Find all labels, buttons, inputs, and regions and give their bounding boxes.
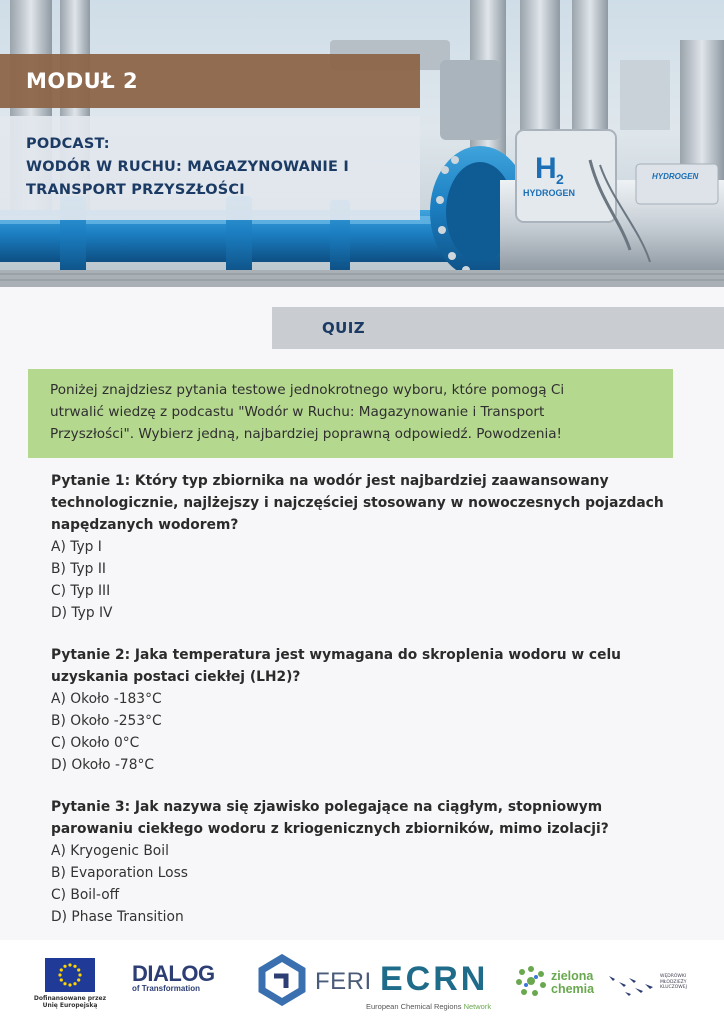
podcast-title-line-1: WODÓR W RUCHU: MAGAZYNOWANIE I: [26, 159, 349, 175]
ecrn-logo-text: ECRN: [380, 960, 489, 998]
feri-logo-text: FERI: [315, 968, 372, 995]
eu-caption: [30, 995, 110, 1009]
answer-option[interactable]: D) Typ IV: [51, 605, 113, 621]
answer-option[interactable]: B) Około -253°C: [51, 713, 162, 729]
answer-list: [51, 688, 691, 776]
quiz-label: QUIZ: [322, 319, 365, 337]
podcast-label: PODCAST:: [26, 136, 110, 152]
answer-option[interactable]: C) Typ III: [51, 583, 111, 599]
dialog-logo-text: DIALOG: [132, 961, 215, 986]
ecrn-subtitle-main: European Chemical Regions: [366, 1002, 462, 1011]
module-banner: [0, 54, 420, 108]
ecrn-subtitle-network: Network: [463, 1002, 492, 1011]
birds-logo-icon: [605, 966, 659, 1002]
svg-text:HYDROGEN: HYDROGEN: [652, 172, 699, 181]
answer-option[interactable]: A) Około -183°C: [51, 691, 162, 707]
birds-logo-text: [660, 974, 690, 991]
zielona-chemia-icon: [514, 964, 548, 998]
question-3: [51, 796, 691, 928]
question-2: [51, 644, 691, 776]
question-title-line: Pytanie 3: Jak nazywa się zjawisko polegające na ciągłym, stopniowym: [51, 799, 603, 815]
question-title-line: uzyskania postaci ciekłej (LH2)?: [51, 669, 301, 685]
zielona-chemia-text: [551, 970, 594, 996]
question-1: [51, 470, 691, 624]
module-title: MODUŁ 2: [26, 69, 139, 93]
answer-option[interactable]: C) Około 0°C: [51, 735, 140, 751]
eu-caption-line: Dofinansowane przez: [33, 995, 107, 1002]
svg-text:2: 2: [556, 171, 564, 187]
feri-logo-icon: [256, 954, 308, 1006]
answer-option[interactable]: A) Typ I: [51, 539, 102, 555]
answer-option[interactable]: C) Boil-off: [51, 887, 120, 903]
eu-flag-icon: [45, 958, 95, 992]
birds-line: MŁODZIEŻY: [660, 979, 687, 985]
hero-banner: [0, 0, 724, 287]
birds-line: WĘDRÓWKI: [660, 974, 687, 979]
ecrn-logo-subtitle: [366, 1002, 491, 1011]
question-title-line: napędzanych wodorem?: [51, 517, 239, 533]
question-title-line: technologicznie, najlżejszy i najczęściej stosowany w nowoczesnych pojazdach: [51, 495, 664, 511]
answer-option[interactable]: D) Phase Transition: [51, 909, 184, 925]
answer-option[interactable]: B) Typ II: [51, 561, 106, 577]
question-title-line: Pytanie 2: Jaka temperatura jest wymagana do skroplenia wodoru w celu: [51, 647, 621, 663]
eu-caption-line: Unię Europejską: [42, 1002, 98, 1009]
answer-list: [51, 840, 691, 928]
svg-text:HYDROGEN: HYDROGEN: [523, 188, 576, 198]
answer-option[interactable]: B) Evaporation Loss: [51, 865, 188, 881]
intro-line-3: Przyszłości". Wybierz jedną, najbardziej poprawną odpowiedź. Powodzenia!: [50, 426, 563, 442]
answer-option[interactable]: D) Około -78°C: [51, 757, 155, 773]
podcast-title-line-2: TRANSPORT PRZYSZŁOŚCI: [26, 182, 245, 198]
zielona-line: zielona: [551, 969, 594, 983]
intro-line-2: utrwalić wiedzę z podcastu "Wodór w Ruchu: Magazynowanie i Transport: [50, 404, 545, 420]
quiz-header-bar: [272, 307, 724, 349]
partner-logos-footer: [0, 940, 724, 1024]
questions-list: [51, 470, 691, 948]
svg-text:H: H: [535, 152, 557, 185]
birds-line: KLUCZOWEJ: [660, 985, 687, 990]
intro-box: [28, 369, 673, 458]
answer-option[interactable]: A) Kryogenic Boil: [51, 843, 169, 859]
dialog-logo-subtitle: of Transformation: [132, 984, 201, 993]
question-title-line: Pytanie 1: Który typ zbiornika na wodór jest najbardziej zaawansowany: [51, 473, 609, 489]
answer-list: [51, 536, 691, 624]
intro-line-1: Poniżej znajdziesz pytania testowe jednokrotnego wyboru, które pomogą Ci: [50, 382, 565, 398]
dialog-of-transformation-logo: [132, 961, 232, 1004]
question-title-line: parowaniu ciekłego wodoru z kriogenicznych zbiorników, mimo izolacji?: [51, 821, 609, 837]
podcast-title-box: [0, 116, 420, 220]
zielona-line: chemia: [551, 982, 595, 996]
